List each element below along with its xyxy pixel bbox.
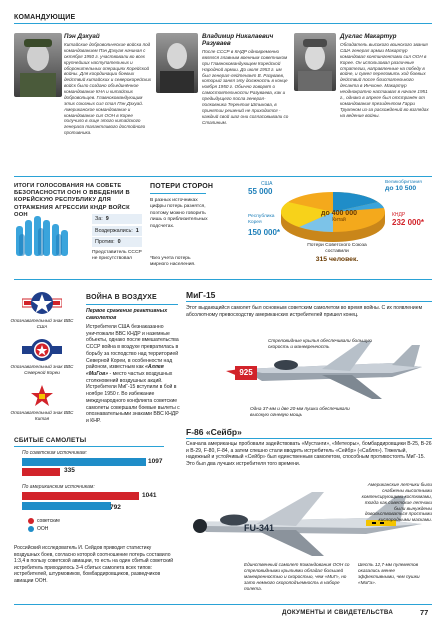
sabre-callout: Единственный самолет Командования ООН со стреловидными крыльями обладал большей маневренностью и скоростью, чем «МиГ», но зато немного скороподъемность в наборе полета. [244, 562, 350, 591]
vote-label: За: [95, 216, 103, 222]
portrait-peng-dehuai [14, 33, 62, 97]
sabre-callout: Шесть 12,7-мм пулеметов оказались менее эффективными, чем пушки «МиГа». [358, 562, 420, 585]
sabre-callout: Американские летчики были снабжены высотными компенсирующими костюмами, тогда как советские летчики были вынуждены довольствоваться простыми кислородными масками. [361, 482, 432, 523]
vote-results [92, 214, 142, 262]
downed-group-label: По американским источникам: [22, 484, 95, 490]
sabre-text: Сначала американцы пробовали задействовать «Мустанги», «Метеоры», бомбардировщики B-25, B-26 и B-29, F-80, F-84, а затем спешно стали вводить истребитель «Сейбр» («Сабля»). Тяжелый, надежный и устойчивый «Сейбр» был единственным самолетом, способным противостоять МиГ-15. Это был два лучших истребителя того времени. [186, 441, 432, 468]
mig-title: МиГ-15 [186, 290, 216, 300]
downed-bar-value: 335 [64, 467, 75, 474]
vote-label: Воздержались: [95, 227, 133, 234]
loss-uk [385, 180, 422, 193]
loss-ussr [300, 243, 374, 263]
legend-dot [28, 526, 34, 532]
loss-rok [248, 214, 286, 237]
vote-row-against [92, 237, 142, 247]
loss-value: до 400 000 [321, 210, 357, 217]
divider [14, 23, 432, 24]
air-body-part: Истребители США безнаказанно уничтожали ВВС КНДР и наземные объекты, однако после вмешательства СССР война в воздухе превратилась в борьбу за господство над территорией Северной Кореи, в особенности над районом, известным как [86, 324, 179, 371]
nkaf-roundel [22, 338, 62, 367]
raised-hands-illustration [14, 212, 70, 258]
divider [14, 176, 432, 177]
loss-ussr-label: Потери Советского Союза составили [307, 243, 367, 255]
loss-value: до 10 500 [385, 185, 417, 193]
vote-value: 0 [117, 239, 121, 245]
divider [186, 301, 432, 302]
bottom-note: Российский исследователь И. Сейдов приводит статистику воздушных боев, согласно которой соотношение потерь составило 1:3,4 в пользу советской авиации, то есть на один сбитый советский истребитель приходилось 3-4 сбитых самолета всех типов: истребителей, штурмовиков, бомбардировщиков, разведчиков авиации ООН. [14, 545, 174, 584]
divider [86, 304, 178, 305]
downed-title: СБИТЫЕ САМОЛЕТЫ [14, 437, 87, 444]
badge-caption: Опознавательный знак ВВС США [10, 318, 74, 329]
legend-item [28, 526, 60, 532]
vote-note: Представитель СССР не присутствовал [92, 250, 142, 262]
vote-value: 9 [105, 216, 109, 222]
air-body-part: - место частых воздушных столкновений воздушных акций. Истребители МиГ-15 вступили в бой в ноябре 1950 г. Во избежание международного конфликта советские самолеты совершали боевые вылеты с опознавательными знаками ВВС КНДР и КНР. [86, 371, 180, 425]
vote-row-for [92, 214, 142, 224]
sabre-tail-number: FU-341 [244, 523, 275, 533]
downed-group-label: По советским источникам: [22, 450, 87, 456]
divider [186, 438, 432, 439]
loss-china [314, 210, 364, 224]
legend-item [28, 518, 60, 524]
badge-caption: Опознавательный знак ВВС Китая [10, 410, 74, 421]
mig-callout: Стреловидные крылья обеспечивали большую скорость и маневренность [268, 338, 372, 349]
air-body [86, 324, 180, 425]
commander-bio: Китайские добровольческие войска под командованием Пэн Дэхуая начиная с октября 1950 г. участвовали во всех крупнейших наступательных и оборонительных операциях Корейской войны. Для координации боевых действий китайских и северокорейских войск было создано объединённое командование КНА и китайских добровольцев. Главнокомандующим этих союзных сил стал Пэн Дэхуай. Американское командование и командование сил ООН в Корее получило в лице этого китайского генерала талантливого достойного противника. [64, 42, 152, 136]
loss-value: 232 000* [392, 217, 425, 227]
divider [150, 193, 206, 194]
usaf-roundel [22, 291, 62, 320]
vote-title: ИТОГИ ГОЛОСОВАНИЯ НА СОВЕТЕ БЕЗОПАСНОСТИ ООН О ВВЕДЕНИИ В КОРЕЙСКУЮ РЕСПУБЛИКУ ДЛЯ ОТРАЖЕНИЯ АГРЕССИИ КНДР ВОЙСК ООН [14, 183, 130, 218]
downed-bar-value: 1041 [142, 492, 157, 499]
divider [14, 279, 432, 280]
portrait-razuvaev [156, 33, 198, 93]
plaaf-emblem [30, 384, 54, 413]
vote-label: Против: [95, 239, 115, 245]
loss-value: 55 000 [248, 186, 273, 196]
downed-bar [22, 502, 111, 510]
loss-value: 150 000* [248, 227, 281, 237]
downed-bar [22, 492, 139, 500]
air-subtitle: Первое сражение реактивных самолетов [86, 308, 168, 321]
downed-bar-value: 1097 [148, 458, 163, 465]
loss-ussr-value: 315 человек. [315, 255, 359, 263]
vote-value: 1 [135, 227, 139, 234]
mig-text: Этот выдающийся самолет был основным советским самолетом во время войны. С их появлением абсолютному превосходству американских истребителей пришел конец. [186, 305, 423, 318]
commander-name: Владимир Никалаевич Разуваев [202, 33, 274, 48]
legend-label: советские [37, 518, 61, 524]
vote-row-abstained [92, 226, 142, 236]
footer-section: ДОКУМЕНТЫ И СВИДЕТЕЛЬСТВА [282, 609, 394, 616]
losses-intro: В разных источниках цифры потерь разнятся, поэтому можно говорить лишь о приблизительных подсчетах. [150, 198, 208, 229]
downed-legend [28, 518, 60, 532]
loss-name: Китай [332, 217, 346, 223]
badge-caption: Опознавательный знак ВВС Северной Кореи [10, 364, 74, 375]
commander-bio: После СССР в КНДР одновременно являлся главным военным советником при Главнокомандующем Корейской Народной армии. До июля 1953 г. им был генерал-лейтенант В. Разуваев, который занял эту должность в конце ноября 1950 г. Обычно говорят о самостоятельности Разуваева, как и предыдущего посла генерал-полковника Терентия Штыкова, в принятии решений не приходится - каждый свой шаг они согласовывали со Сталиным. [202, 49, 289, 125]
loss-name: Великобритания [385, 180, 422, 185]
section-title-commanders: КОМАНДУЮЩИЕ [14, 14, 76, 21]
portrait-macarthur [294, 33, 336, 91]
commander-name: Дуглас Макартур [340, 33, 397, 40]
downed-bar [22, 458, 146, 466]
legend-label: ООН [37, 526, 49, 532]
loss-usa [248, 181, 272, 196]
divider [14, 604, 432, 605]
downed-bar [22, 468, 60, 476]
air-title: ВОЙНА В ВОЗДУХЕ [86, 294, 157, 301]
commander-name: Пэн Дэхуай [64, 33, 100, 40]
downed-bar-value: 792 [110, 504, 121, 511]
commander-bio: Обладатель высокого воинского звания США генерал армии Макартур командовал контингентами сил ООН в Корее. Он использовал различные стратегии, направленные на победу в войне, и сумел переломить ход боевых действий после блистательного десанта в Инчхоне. Макартур неоднократно настаивал в начале 1951 г., однако в апреле был отстранён от командования президентом Гарри Трумэном из-за расхождений во взглядах на ведение войны. [340, 42, 429, 118]
mig-tail-number: 925 [235, 366, 257, 380]
mig-callout: Одна 37-мм и две 20-мм пушки обеспечивали высокую огневую мощь [250, 406, 350, 417]
losses-footnote: *Без учета потерь мирного населения. [150, 256, 196, 268]
loss-name: США [260, 181, 273, 187]
loss-name: КНДР [392, 212, 406, 218]
divider [14, 446, 164, 447]
losses-title: ПОТЕРИ СТОРОН [150, 183, 214, 190]
air-body-emphasis: «Аллея «МиГов» [86, 364, 164, 378]
loss-dprk [392, 212, 424, 227]
page-number: 77 [420, 608, 429, 617]
loss-name: Республика Корея [248, 214, 275, 226]
legend-dot [28, 518, 34, 524]
sabre-title: F-86 «Сейбр» [186, 427, 242, 437]
